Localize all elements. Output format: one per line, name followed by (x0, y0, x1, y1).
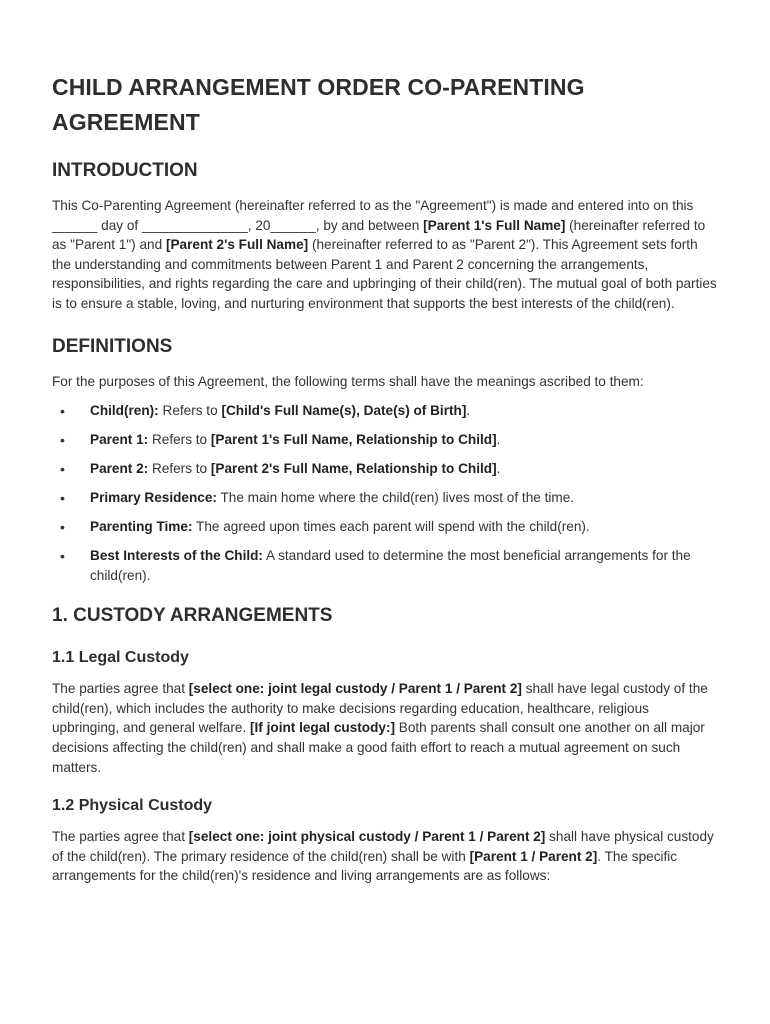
definition-text: Refers to (158, 403, 222, 419)
physical-select-placeholder: [select one: joint physical custody / Parent 1 / Parent 2] (188, 829, 546, 845)
definition-text: A standard used to determine the most beneficial arrangements for the child(ren). (90, 548, 691, 583)
introduction-section (52, 158, 718, 314)
definition-text: The agreed upon times each parent will spend with the child(ren). (192, 519, 590, 535)
list-item (52, 546, 718, 585)
bullet-icon: • (60, 461, 65, 478)
legal-select-placeholder: [select one: joint legal custody / Parent 1 / Parent 2] (188, 681, 522, 697)
custody-section (52, 603, 718, 886)
bullet-icon: • (60, 403, 65, 420)
definition-term: Parent 2: (90, 461, 149, 477)
definition-text: The main home where the child(ren) lives most of the time. (216, 490, 575, 506)
physical-custody-paragraph (52, 827, 718, 886)
introduction-heading: INTRODUCTION (52, 160, 198, 181)
intro-text-1: This Co-Parenting Agreement (hereinafter referred to as the "Agreement") is made and entered into on this ______ day of ______________, 20______, by and between (52, 198, 694, 233)
list-item (52, 430, 718, 450)
document-title: CHILD ARRANGEMENT ORDER CO-PARENTING AGREEMENT (52, 74, 585, 135)
definition-placeholder: [Parent 1's Full Name, Relationship to Child] (210, 432, 497, 448)
definitions-heading: DEFINITIONS (52, 335, 173, 357)
bullet-icon: • (60, 432, 65, 449)
definition-text: Refers to (148, 432, 211, 448)
legal-custody-heading: 1.1 Legal Custody (52, 649, 189, 667)
definitions-intro: For the purposes of this Agreement, the following terms shall have the meanings ascribed to them: (52, 373, 644, 389)
physical-text-2: shall have physical custody of the child(ren). The primary residence of the child(ren) shall be with (52, 829, 714, 864)
definitions-section (52, 334, 718, 586)
definition-end: . (496, 461, 501, 477)
definition-term: Primary Residence: (90, 490, 217, 506)
intro-parent1-placeholder: [Parent 1's Full Name] (423, 217, 566, 233)
legal-text-1: The parties agree that (52, 681, 189, 697)
physical-parent-placeholder: [Parent 1 / Parent 2] (469, 848, 598, 864)
definition-term: Parent 1: (90, 432, 149, 448)
intro-text-3: (hereinafter referred to as "Parent 2"). This Agreement sets forth the understanding and commitments between Parent 1 and Parent 2 concerning the arrangements, responsibilities, and rights regarding the care and upbringing of their child(ren). The mutual goal of both parties is to ensure a stable, loving, and nurturing environment that supports the best interests of the child(ren). (52, 237, 717, 311)
definition-term: Parenting Time: (90, 519, 193, 535)
list-item (52, 459, 718, 479)
definition-placeholder: [Child's Full Name(s), Date(s) of Birth] (221, 403, 467, 419)
intro-parent2-placeholder: [Parent 2's Full Name] (165, 237, 309, 253)
legal-custody-paragraph (52, 679, 718, 777)
list-item (52, 401, 718, 421)
definitions-list (52, 401, 718, 585)
bullet-icon: • (60, 548, 65, 565)
physical-custody-heading: 1.2 Physical Custody (52, 797, 213, 815)
custody-heading: 1. CUSTODY ARRANGEMENTS (52, 605, 333, 627)
definition-end: . (466, 403, 471, 419)
intro-text-2: (hereinafter referred to as "Parent 1") and (52, 217, 706, 253)
definition-text: Refers to (148, 461, 211, 477)
introduction-paragraph (52, 196, 718, 314)
definition-term: Best Interests of the Child: (90, 548, 263, 564)
bullet-icon: • (60, 490, 65, 507)
physical-text-3: . The specific arrangements for the child(ren)'s residence and living arrangements are as follows: (52, 848, 678, 884)
list-item (52, 517, 718, 537)
legal-joint-placeholder: [If joint legal custody:] (250, 720, 395, 736)
bullet-icon: • (60, 519, 65, 536)
definition-term: Child(ren): (90, 403, 159, 419)
definition-placeholder: [Parent 2's Full Name, Relationship to Child] (210, 461, 497, 477)
legal-text-3: Both parents shall consult one another on all major decisions affecting the child(ren) and shall make a good faith effort to reach a mutual agreement on such matters. (52, 720, 705, 775)
legal-text-2: shall have legal custody of the child(ren), which includes the authority to make decisions regarding education, healthcare, religious upbringing, and general welfare. (52, 681, 708, 736)
list-item (52, 488, 718, 508)
physical-text-1: The parties agree that (52, 829, 189, 845)
definition-end: . (496, 432, 501, 448)
